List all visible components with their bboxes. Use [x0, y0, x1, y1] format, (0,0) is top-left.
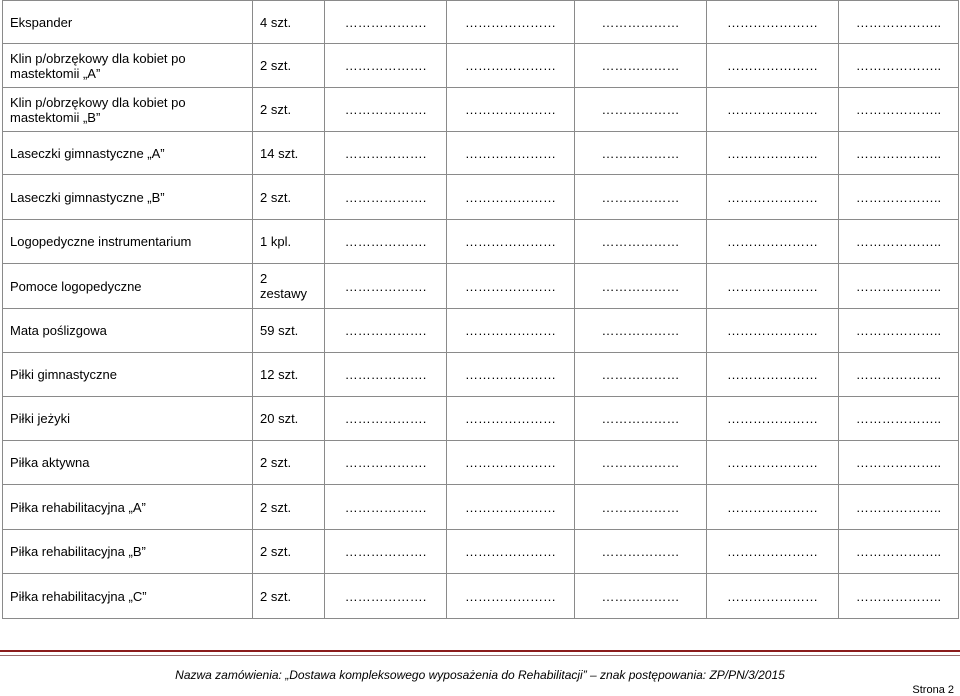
fill-in-field: …………………: [707, 175, 839, 220]
fill-in-field: …………………: [447, 220, 575, 264]
fill-in-field: …………………: [707, 44, 839, 88]
fill-in-field: ………………: [575, 175, 707, 220]
table-row: [3, 44, 959, 88]
item-quantity: 2 szt.: [253, 574, 325, 619]
fill-in-field: ……………….: [325, 44, 447, 88]
fill-in-field: ………………: [575, 309, 707, 353]
item-name: Piłka rehabilitacyjna „A”: [3, 485, 253, 530]
item-name: Pomoce logopedyczne: [3, 264, 253, 309]
footer-divider-top: [0, 650, 960, 652]
fill-in-field: …………………: [707, 309, 839, 353]
footer-divider-bottom: [0, 655, 960, 656]
item-quantity: 12 szt.: [253, 353, 325, 397]
table-row: [3, 220, 959, 264]
item-name: Piłka aktywna: [3, 441, 253, 485]
item-quantity: 20 szt.: [253, 397, 325, 441]
fill-in-field: …………………: [447, 353, 575, 397]
fill-in-field: ………………: [575, 574, 707, 619]
item-quantity: 59 szt.: [253, 309, 325, 353]
fill-in-field: …………………: [707, 353, 839, 397]
fill-in-field: ……………….: [325, 175, 447, 220]
fill-in-field: ………………..: [839, 132, 959, 175]
fill-in-field: ………………..: [839, 441, 959, 485]
fill-in-field: …………………: [707, 441, 839, 485]
fill-in-field: …………………: [447, 132, 575, 175]
table-row: [3, 264, 959, 309]
fill-in-field: ……………….: [325, 309, 447, 353]
fill-in-field: ………………..: [839, 397, 959, 441]
table-row: [3, 441, 959, 485]
fill-in-field: ………………: [575, 530, 707, 574]
fill-in-field: ………………..: [839, 264, 959, 309]
table-row: [3, 309, 959, 353]
fill-in-field: …………………: [447, 485, 575, 530]
fill-in-field: …………………: [707, 574, 839, 619]
footer-order-name: Nazwa zamówienia: „Dostawa kompleksowego wyposażenia do Rehabilitacji” – znak postępowania: ZP/PN/3/2015: [175, 668, 785, 682]
table-row: [3, 175, 959, 220]
fill-in-field: …………………: [707, 530, 839, 574]
fill-in-field: ……………….: [325, 132, 447, 175]
fill-in-field: ………………..: [839, 485, 959, 530]
fill-in-field: ………………: [575, 88, 707, 132]
table-row: [3, 1, 959, 44]
item-quantity: 4 szt.: [253, 1, 325, 44]
fill-in-field: …………………: [707, 485, 839, 530]
item-name: Piłki gimnastyczne: [3, 353, 253, 397]
fill-in-field: ………………..: [839, 44, 959, 88]
table-row: [3, 353, 959, 397]
fill-in-field: ………………: [575, 485, 707, 530]
fill-in-field: ………………: [575, 220, 707, 264]
fill-in-field: ………………: [575, 1, 707, 44]
fill-in-field: ……………….: [325, 353, 447, 397]
fill-in-field: ………………: [575, 397, 707, 441]
fill-in-field: …………………: [447, 530, 575, 574]
fill-in-field: ………………: [575, 132, 707, 175]
item-quantity: 2 zestawy: [253, 264, 325, 309]
item-name: Piłki jeżyki: [3, 397, 253, 441]
item-quantity: 2 szt.: [253, 485, 325, 530]
fill-in-field: ……………….: [325, 397, 447, 441]
fill-in-field: …………………: [707, 132, 839, 175]
fill-in-field: …………………: [707, 220, 839, 264]
fill-in-field: ………………..: [839, 574, 959, 619]
fill-in-field: ……………….: [325, 1, 447, 44]
fill-in-field: ……………….: [325, 574, 447, 619]
fill-in-field: ………………..: [839, 220, 959, 264]
table-row: [3, 574, 959, 619]
item-name: Piłka rehabilitacyjna „B”: [3, 530, 253, 574]
fill-in-field: …………………: [447, 88, 575, 132]
fill-in-field: ……………….: [325, 220, 447, 264]
fill-in-field: …………………: [447, 574, 575, 619]
item-quantity: 2 szt.: [253, 530, 325, 574]
table-row: [3, 485, 959, 530]
fill-in-field: ………………: [575, 44, 707, 88]
fill-in-field: ………………..: [839, 1, 959, 44]
table-row: [3, 530, 959, 574]
fill-in-field: …………………: [707, 397, 839, 441]
table-row: [3, 397, 959, 441]
fill-in-field: …………………: [447, 1, 575, 44]
order-items-table: [2, 0, 959, 619]
item-name: Laseczki gimnastyczne „A”: [3, 132, 253, 175]
item-quantity: 1 kpl.: [253, 220, 325, 264]
fill-in-field: ………………..: [839, 309, 959, 353]
fill-in-field: …………………: [447, 175, 575, 220]
item-name: Mata poślizgowa: [3, 309, 253, 353]
item-quantity: 2 szt.: [253, 441, 325, 485]
fill-in-field: ……………….: [325, 264, 447, 309]
item-name: Klin p/obrzękowy dla kobiet po mastektomii „A”: [3, 44, 253, 88]
item-quantity: 2 szt.: [253, 175, 325, 220]
fill-in-field: ………………: [575, 264, 707, 309]
table-row: [3, 132, 959, 175]
fill-in-field: ………………..: [839, 88, 959, 132]
fill-in-field: ……………….: [325, 530, 447, 574]
fill-in-field: ………………: [575, 353, 707, 397]
fill-in-field: …………………: [447, 264, 575, 309]
item-name: Laseczki gimnastyczne „B”: [3, 175, 253, 220]
fill-in-field: …………………: [707, 1, 839, 44]
fill-in-field: ……………….: [325, 88, 447, 132]
item-name: Ekspander: [3, 1, 253, 44]
page-number: Strona 2: [912, 684, 954, 696]
fill-in-field: ………………: [575, 441, 707, 485]
item-name: Klin p/obrzękowy dla kobiet po mastektomii „B”: [3, 88, 253, 132]
item-name: Logopedyczne instrumentarium: [3, 220, 253, 264]
fill-in-field: ……………….: [325, 441, 447, 485]
fill-in-field: ……………….: [325, 485, 447, 530]
fill-in-field: ………………..: [839, 353, 959, 397]
fill-in-field: ………………..: [839, 175, 959, 220]
fill-in-field: …………………: [447, 441, 575, 485]
table-row: [3, 88, 959, 132]
item-name: Piłka rehabilitacyjna „C”: [3, 574, 253, 619]
fill-in-field: …………………: [707, 88, 839, 132]
fill-in-field: …………………: [447, 44, 575, 88]
fill-in-field: …………………: [707, 264, 839, 309]
item-quantity: 2 szt.: [253, 88, 325, 132]
fill-in-field: …………………: [447, 397, 575, 441]
item-quantity: 14 szt.: [253, 132, 325, 175]
item-quantity: 2 szt.: [253, 44, 325, 88]
fill-in-field: ………………..: [839, 530, 959, 574]
fill-in-field: …………………: [447, 309, 575, 353]
